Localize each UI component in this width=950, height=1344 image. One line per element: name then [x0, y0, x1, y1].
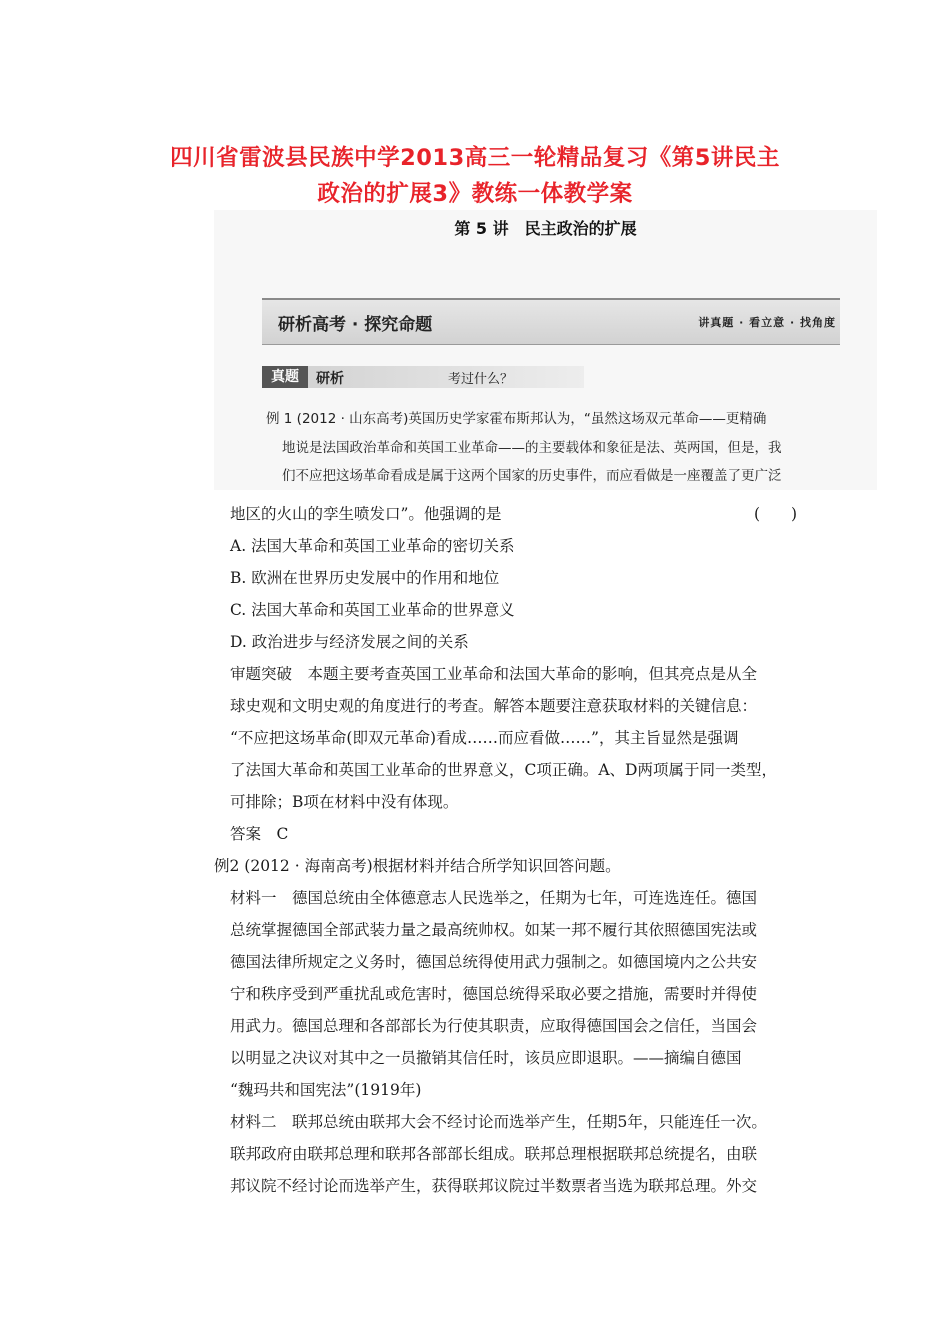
material1-line: 用武力。德国总理和各部部长为行使其职责，应取得德国国会之信任，当国会 [230, 1017, 758, 1035]
material2-line: 邦议院不经讨论而选举产生，获得联邦议院过半数票者当选为联邦总理。外交 [230, 1177, 758, 1195]
material1-line: 以明显之决议对其中之一员撤销其信任时，该员应即退职。——摘编自德国 [230, 1049, 742, 1067]
section-title: 研析高考 · 探究命题 [278, 315, 433, 335]
scanned-excerpt [214, 210, 877, 490]
answer-blank: ( ) [754, 505, 798, 523]
option-b: B. 欧洲在世界历史发展中的作用和地位 [230, 569, 500, 587]
subsection-tag: 真题 [262, 366, 308, 388]
analysis-line: 了法国大革命和英国工业革命的世界意义，C项正确。A、D两项属于同一类型， [230, 761, 777, 779]
question-stem: 地区的火山的孪生喷发口”。他强调的是 [230, 505, 502, 523]
subsection-banner [262, 366, 584, 388]
scan-text-line: 地说是法国政治革命和英国工业革命——的主要载体和象征是法、英两国，但是，我 [282, 440, 782, 456]
option-a: A. 法国大革命和英国工业革命的密切关系 [230, 537, 515, 555]
scan-text-line: 们不应把这场革命看成是属于这两个国家的历史事件，而应看做是一座覆盖了更广泛 [282, 468, 782, 484]
analysis-line: 可排除；B项在材料中没有体现。 [230, 793, 459, 811]
material1-line: 德国法律所规定之义务时，德国总统得使用武力强制之。如德国境内之公共安 [230, 953, 758, 971]
scan-text-line: 例 1 (2012 · 山东高考)英国历史学家霍布斯邦认为，“虽然这场双元革命——更精确 [266, 411, 767, 427]
material1-line: 总统掌握德国全部武装力量之最高统帅权。如某一邦不履行其依照德国宪法或 [230, 921, 758, 939]
section-subtitle: 讲真题 · 看立意 · 找角度 [698, 316, 836, 329]
analysis-line: 审题突破 本题主要考查英国工业革命和法国大革命的影响，但其亮点是从全 [230, 665, 758, 683]
subsection-question: 考过什么？ [448, 372, 514, 387]
answer-line: 答案 C [230, 825, 289, 843]
section-banner [262, 298, 840, 345]
doc-title-line2: 政治的扩展3》教练一体教学案 [317, 181, 633, 207]
doc-title-line1: 四川省雷波县民族中学2013高三一轮精品复习《第5讲民主 [170, 145, 780, 171]
material2-line: 联邦政府由联邦总理和联邦各部部长组成。联邦总理根据联邦总统提名，由联 [230, 1145, 758, 1163]
material1-line: 材料一 德国总统由全体德意志人民选举之，任期为七年，可连选连任。德国 [230, 889, 758, 907]
option-d: D. 政治进步与经济发展之间的关系 [230, 633, 469, 651]
material1-line: 宁和秩序受到严重扰乱或危害时，德国总统得采取必要之措施，需要时并得使 [230, 985, 758, 1003]
option-c: C. 法国大革命和英国工业革命的世界意义 [230, 601, 515, 619]
material1-source: “魏玛共和国宪法”(1919年) [230, 1081, 422, 1099]
material2-line: 材料二 联邦总统由联邦大会不经讨论而选举产生，任期5年，只能连任一次。 [230, 1113, 767, 1131]
lecture-heading: 第 5 讲 民主政治的扩展 [454, 219, 637, 238]
example-2-heading: 例2 (2012 · 海南高考)根据材料并结合所学知识回答问题。 [214, 857, 621, 875]
analysis-line: 球史观和文明史观的角度进行的考查。解答本题要注意获取材料的关键信息： [230, 697, 758, 715]
analysis-line: “不应把这场革命(即双元革命)看成……而应看做……”，其主旨显然是强调 [230, 729, 739, 747]
subsection-label: 研析 [316, 371, 344, 387]
